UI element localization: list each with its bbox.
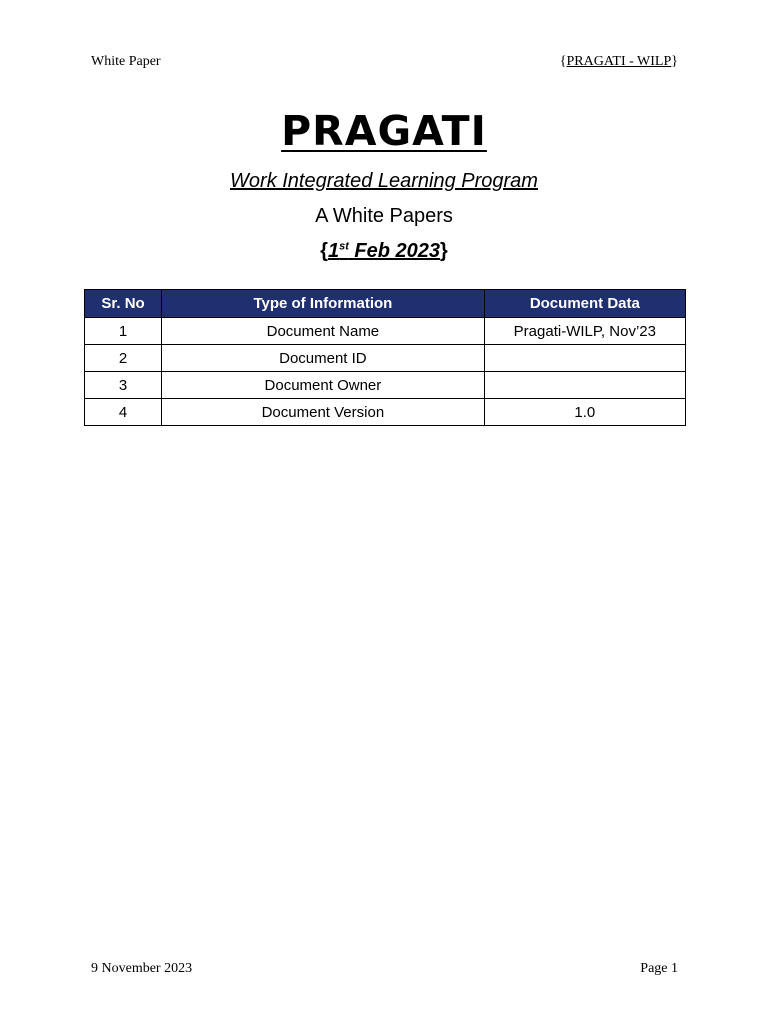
footer-page-number: Page 1 — [640, 961, 678, 976]
cell-sr-no: 1 — [85, 318, 162, 345]
cell-type: Document Version — [162, 399, 485, 426]
header-doc-type: White Paper — [91, 54, 161, 69]
column-header-data: Document Data — [484, 290, 685, 318]
cell-type: Document Owner — [162, 372, 485, 399]
cell-data — [484, 345, 685, 372]
subtitle-wrap — [0, 158, 768, 194]
column-header-sr-no: Sr. No — [85, 290, 162, 318]
date-text — [328, 240, 440, 262]
table-row — [85, 345, 686, 372]
cell-type: Document Name — [162, 318, 485, 345]
cell-sr-no: 2 — [85, 345, 162, 372]
date-day: 1 — [327, 240, 340, 262]
column-header-type: Type of Information — [162, 290, 485, 318]
date-rest: Feb 2023 — [348, 240, 441, 262]
page-title: PRAGATI — [281, 107, 487, 155]
cell-data: Pragati-WILP, Nov’23 — [484, 318, 685, 345]
cell-sr-no: 4 — [85, 399, 162, 426]
date-day-suffix: st — [339, 240, 349, 253]
date-brace-open: { — [320, 240, 328, 262]
footer-date: 9 November 2023 — [91, 961, 193, 976]
header-brace-close: } — [671, 54, 678, 69]
page-subtitle: Work Integrated Learning Program — [230, 170, 538, 192]
cell-type: Document ID — [162, 345, 485, 372]
cell-data: 1.0 — [484, 399, 685, 426]
date-line — [0, 238, 768, 264]
header-doc-tag-text: PRAGATI - WILP — [566, 54, 672, 69]
table-row — [85, 399, 686, 426]
cell-data — [484, 372, 685, 399]
table-header-row — [85, 290, 686, 318]
document-info-table — [84, 289, 686, 426]
table-row — [85, 372, 686, 399]
header-brace-open: { — [559, 54, 567, 69]
title-block — [0, 104, 768, 264]
date-brace-close: } — [440, 240, 448, 262]
cell-sr-no: 3 — [85, 372, 162, 399]
header-doc-tag — [560, 54, 678, 70]
paper-type-line: A White Papers — [315, 205, 453, 227]
table-row — [85, 318, 686, 345]
